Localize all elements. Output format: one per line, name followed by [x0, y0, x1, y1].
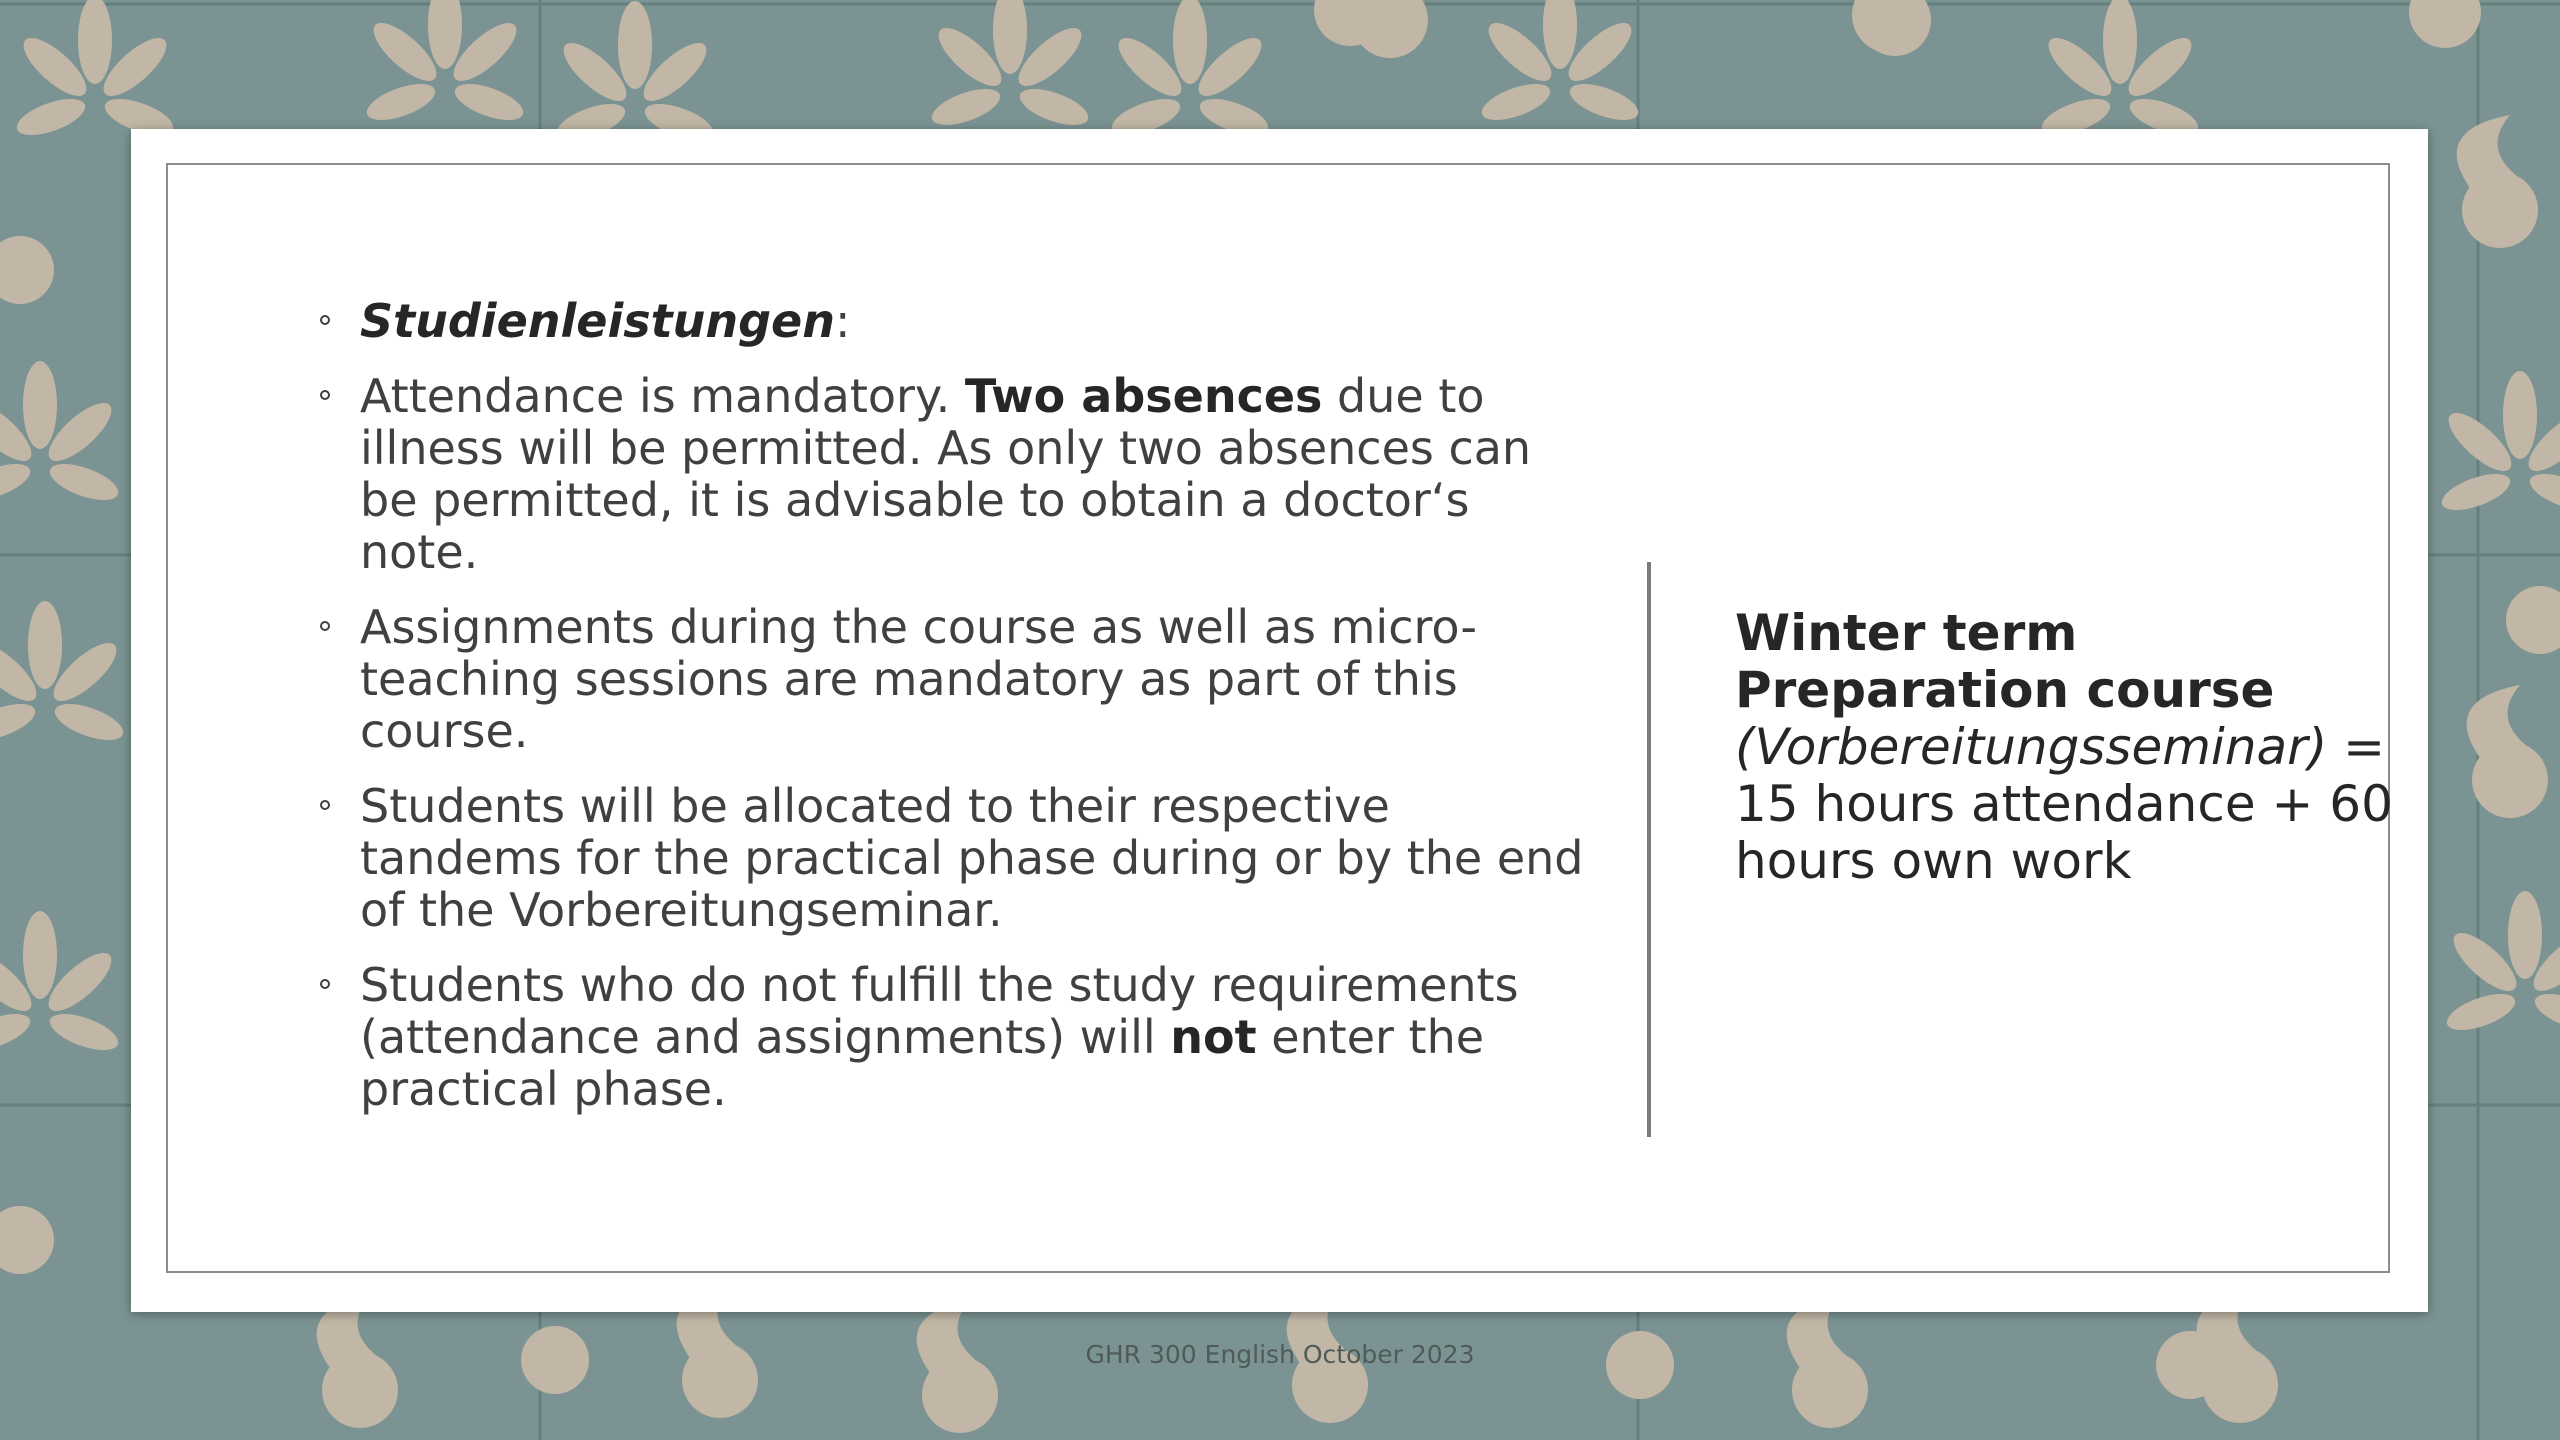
bullet-item	[320, 370, 1590, 578]
slide-footer: GHR 300 English October 2023	[1085, 1340, 1475, 1369]
bullet-item	[320, 601, 1590, 757]
bullet-circle-icon	[320, 621, 330, 631]
bullet-text: not	[1170, 1010, 1257, 1064]
slide-frame	[166, 163, 2393, 1273]
bullet-text: Studienleistungen	[360, 294, 835, 348]
term-label: Winter term	[1735, 604, 2078, 662]
bullet-item	[320, 780, 1590, 936]
course-info	[1735, 605, 2425, 890]
bullet-text: :	[834, 294, 851, 348]
vertical-divider	[1647, 562, 1651, 1137]
bullet-text: enter the practical phase.	[360, 1010, 1485, 1116]
course-label: Preparation course	[1735, 661, 2275, 719]
slide	[131, 129, 2428, 1312]
course-hours: = 15 hours attendance + 60 hours own work	[1735, 718, 2393, 890]
bullet-text: Students who do not fulfill the study requirements (attendance and assignments) will	[360, 958, 1519, 1064]
bullet-item	[320, 295, 1590, 347]
bullet-circle-icon	[320, 315, 330, 325]
bullet-text: Students will be allocated to their respective tandems for the practical phase during or by the end of the Vorbereitungseminar.	[360, 779, 1584, 937]
course-german-name: (Vorbereitungsseminar)	[1735, 718, 2328, 776]
bullet-item	[320, 959, 1590, 1115]
bullet-text: due to illness will be permitted. As only two absences can be permitted, it is advisable to obtain a doctor‘s note.	[360, 369, 1532, 579]
bullet-text: Attendance is mandatory.	[360, 369, 965, 423]
bullet-text: Assignments during the course as well as micro-teaching sessions are mandatory as part of this course.	[360, 600, 1477, 758]
bullet-text: Two absences	[964, 369, 1323, 423]
bullet-circle-icon	[320, 390, 330, 400]
bullet-circle-icon	[320, 800, 330, 810]
bullet-circle-icon	[320, 979, 330, 989]
bullet-list	[320, 295, 1590, 1138]
